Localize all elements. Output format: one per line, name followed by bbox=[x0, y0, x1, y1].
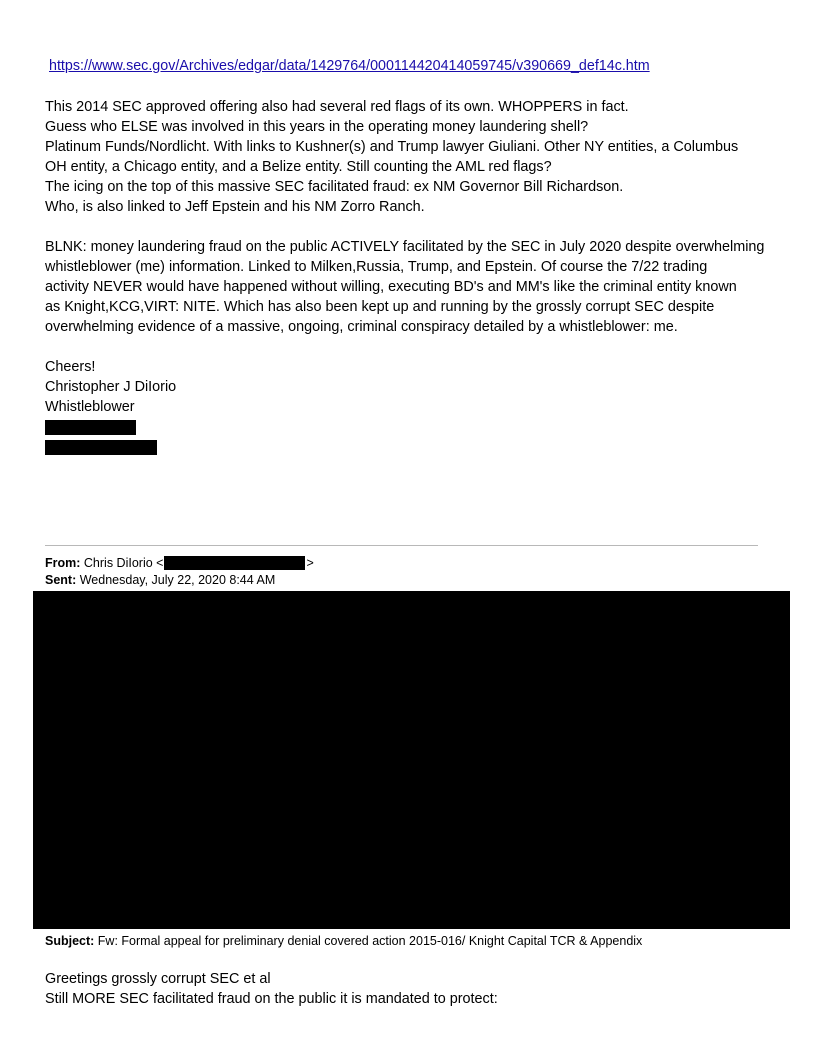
redaction-bar bbox=[45, 420, 136, 435]
email-divider bbox=[45, 545, 758, 546]
redaction-block bbox=[33, 591, 790, 929]
body-line: Platinum Funds/Nordlicht. With links to Kushner(s) and Trump lawyer Giuliani. Other NY entities, a Columbus bbox=[45, 139, 739, 155]
subject-label: Subject: bbox=[45, 934, 95, 948]
paragraph-gap bbox=[45, 217, 785, 237]
body-line: This 2014 SEC approved offering also had several red flags of its own. WHOPPERS in fact. bbox=[45, 99, 629, 115]
greeting-line: Still MORE SEC facilitated fraud on the public it is mandated to protect: bbox=[45, 991, 498, 1007]
signature-closing: Cheers! bbox=[45, 359, 96, 375]
sent-label: Sent: bbox=[45, 573, 77, 587]
body-line: activity NEVER would have happened without willing, executing BD's and MM's like the criminal entity known bbox=[45, 279, 737, 295]
body-line: Guess who ELSE was involved in this years in the operating money laundering shell? bbox=[45, 119, 589, 135]
from-bracket: > bbox=[306, 556, 314, 570]
email-body bbox=[45, 97, 785, 417]
body-line: whistleblower (me) information. Linked to Milken,Russia, Trump, and Epstein. Of course the 7/22 trading bbox=[45, 259, 708, 275]
body-line: Who, is also linked to Jeff Epstein and his NM Zorro Ranch. bbox=[45, 199, 425, 215]
body-line: as Knight,KCG,VIRT: NITE. Which has also been kept up and running by the grossly corrupt SEC despite bbox=[45, 299, 715, 315]
signature-title: Whistleblower bbox=[45, 399, 135, 415]
redaction-bar bbox=[164, 556, 305, 570]
body-line: overwhelming evidence of a massive, ongoing, criminal conspiracy detailed by a whistleblower: me. bbox=[45, 319, 678, 335]
from-name: Chris DiIorio < bbox=[83, 556, 164, 570]
subject-header bbox=[45, 934, 642, 948]
subject-value: Fw: Formal appeal for preliminary denial covered action 2015-016/ Knight Capital TCR & Appendix bbox=[97, 934, 643, 948]
from-label: From: bbox=[45, 556, 81, 570]
body-line: BLNK: money laundering fraud on the public ACTIVELY facilitated by the SEC in July 2020 despite overwhelming bbox=[45, 239, 765, 255]
paragraph-gap bbox=[45, 337, 785, 357]
from-header bbox=[45, 556, 314, 570]
body-line: OH entity, a Chicago entity, and a Belize entity. Still counting the AML red flags? bbox=[45, 159, 552, 175]
greeting-line: Greetings grossly corrupt SEC et al bbox=[45, 971, 271, 987]
sent-header bbox=[45, 573, 275, 587]
redaction-bar bbox=[45, 440, 157, 455]
body-line: The icing on the top of this massive SEC facilitated fraud: ex NM Governor Bill Richardson. bbox=[45, 179, 624, 195]
sent-value: Wednesday, July 22, 2020 8:44 AM bbox=[79, 573, 276, 587]
edgar-filing-link[interactable]: https://www.sec.gov/Archives/edgar/data/1429764/000114420414059745/v390669_def14c.htm bbox=[49, 58, 650, 74]
signature-name: Christopher J DiIorio bbox=[45, 379, 177, 395]
greeting bbox=[45, 969, 498, 1009]
